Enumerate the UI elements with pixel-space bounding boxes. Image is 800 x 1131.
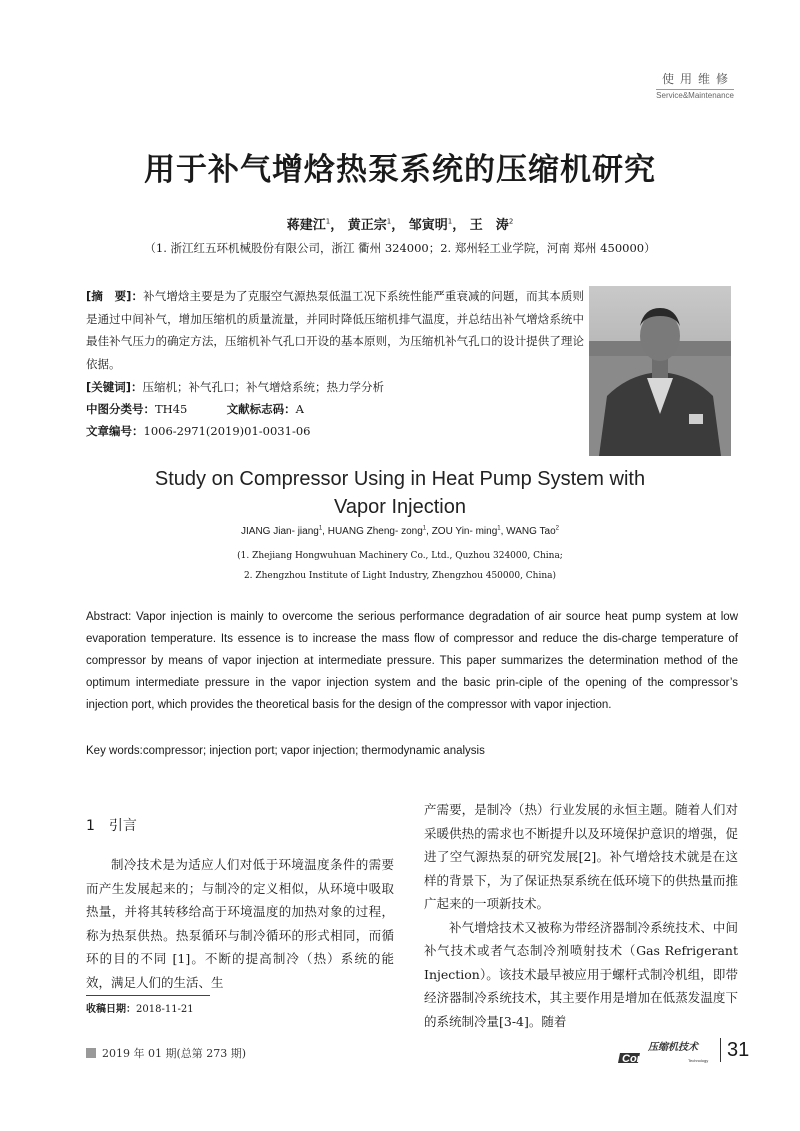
- body-paragraph: 补气增焓技术又被称为带经济器制冷系统技术、中间补气技术或者气态制冷剂喷射技术（Gas Refrigerant Injection）。该技术最早被应用于螺杆式制冷机组，即带经济器制冷系统技术，其主要作用是增加在低蒸发温度下的系统制冷量[3-4]。随着: [424, 919, 738, 1029]
- journal-logo: [618, 1039, 718, 1065]
- doc-code-value: A: [295, 402, 304, 416]
- received-value: 2018-11-21: [136, 1004, 194, 1015]
- keywords-cn-label: [关键词]：: [86, 380, 143, 394]
- body-column-right: [424, 798, 738, 1033]
- section-tag-cn: 使用维修: [661, 72, 734, 86]
- issue-info: 2019 年 01 期(总第 273 期): [102, 1047, 247, 1060]
- abstract-en-label: Abstract:: [86, 611, 137, 623]
- page-number: 31: [720, 1038, 749, 1062]
- section-tag-en: Service&Maintenance: [656, 91, 734, 100]
- author-cn: 蒋建江$^1$，: [286, 217, 344, 233]
- author-en: JIANG Jian- jiang$^1$,: [241, 526, 328, 538]
- body-column-left: [86, 815, 394, 994]
- classification-line: [86, 398, 304, 420]
- abstract-cn-text: 补气增焓主要是为了克服空气源热泵低温工况下系统性能严重衰减的问题，而其本质则是通过中间补气，增加压缩机的质量流量，并同时降低压缩机排气温度，并总结出补气增焓系统中最佳补气压力的确定方法，压缩机补气孔口开设的基本原则，为压缩机补气孔口的设计提供了理论依据。: [86, 289, 584, 371]
- clc-value: TH45: [155, 402, 188, 416]
- paper-title-en-line1: Study on Compressor Using in Heat Pump System with: [154, 468, 646, 490]
- authors-en: [0, 526, 800, 537]
- author-cn: 黄正宗$^1$，: [347, 217, 405, 233]
- author-en: WANG Tao$^2$: [506, 526, 559, 538]
- keywords-cn: [86, 376, 584, 398]
- author-cn: 王 涛$^2$: [469, 217, 514, 233]
- journal-title-en-small: Technology: [688, 1058, 709, 1063]
- doc-code-label: 文献标志码：: [226, 402, 296, 416]
- journal-title-cn: 压缩机技术: [648, 1042, 698, 1053]
- received-label: 收稿日期：: [86, 1004, 136, 1015]
- keywords-en-text: compressor; injection port; vapor injection; thermodynamic analysis: [142, 745, 485, 757]
- abstract-en: [86, 606, 738, 716]
- body-paragraph: 制冷技术是为适应人们对低于环境温度条件的需要而产生发展起来的；与制冷的定义相似，从环境中吸取热量，并将其转移给高于环境温度的加热对象的过程，称为热泵供热。热泵循环与制冷循环的形式相同，而循环的目的不同 [1]。不断的提高制冷（热）系统的能效，满足人们的生活、生: [86, 857, 394, 990]
- author-cn: 邹寅明$^1$，: [408, 217, 466, 233]
- paper-title-en-line2: Vapor Injection: [334, 496, 466, 518]
- footnote-rule: [86, 995, 210, 996]
- affiliation-cn: （1. 浙江红五环机械股份有限公司，浙江 衢州 324000；2. 郑州轻工业学院，河南 郑州 450000）: [144, 241, 656, 255]
- abstract-cn-label: [摘 要]：: [86, 289, 144, 303]
- section-tag: [656, 70, 734, 100]
- keywords-cn-text: 压缩机；补气孔口；补气增焓系统；热力学分析: [142, 380, 385, 394]
- affiliation-en: [0, 546, 800, 586]
- clc-label: 中图分类号：: [86, 402, 155, 416]
- author-photo: [589, 286, 731, 456]
- section-heading: 1 引言: [86, 818, 137, 834]
- abstract-cn: [86, 285, 584, 375]
- received-date: [86, 1000, 194, 1015]
- keywords-en: [86, 740, 738, 762]
- journal-title-en: Compressor: [622, 1053, 687, 1065]
- author-en: ZOU Yin- ming$^1$,: [431, 526, 507, 538]
- authors-cn: [0, 214, 800, 233]
- body-paragraph: 产需要，是制冷（热）行业发展的永恒主题。随着人们对采暖供热的需求也不断提升以及环境保护意识的增强，促进了空气源热泵的研究发展[2]。补气增焓技术就是在这样的背景下，为了保证热泵系统在低环境下的供热量而推广起来的一项新技术。: [424, 802, 738, 911]
- affiliation-en-line1: (1. Zhejiang Hongwuhuan Machinery Co., Ltd., Quzhou 324000, China;: [237, 551, 563, 561]
- article-number-line: [86, 420, 310, 442]
- affiliation-en-line2: 2. Zhengzhou Institute of Light Industry, Zhengzhou 450000, China): [243, 571, 557, 581]
- paper-title-cn: 用于补气增焓热泵系统的压缩机研究: [144, 152, 656, 188]
- paper-title-en: [0, 465, 800, 521]
- abstract-en-text: Vapor injection is mainly to overcome the serious performance degradation of air source heat pump system at low evaporation temperature. Its essence is to increase the mass flow of compressor and reduce the dis-charge temperature of compressor by means of vapor injection at intermediate pressure. This paper summarizes the determination method of the optimum intermediate pressure in the vapor injection system and the basic prin-ciple of the opening of the compressor’s injection port, which provides the theoretical basis for the design of the compressor with vapor injection.: [86, 611, 738, 711]
- author-en: HUANG Zheng- zong$^1$,: [327, 526, 432, 538]
- issue-marker: [86, 1048, 96, 1058]
- keywords-en-label: Key words:: [86, 745, 143, 757]
- article-no-value: 1006-2971(2019)01-0031-06: [143, 424, 311, 438]
- article-no-label: 文章编号：: [86, 424, 144, 438]
